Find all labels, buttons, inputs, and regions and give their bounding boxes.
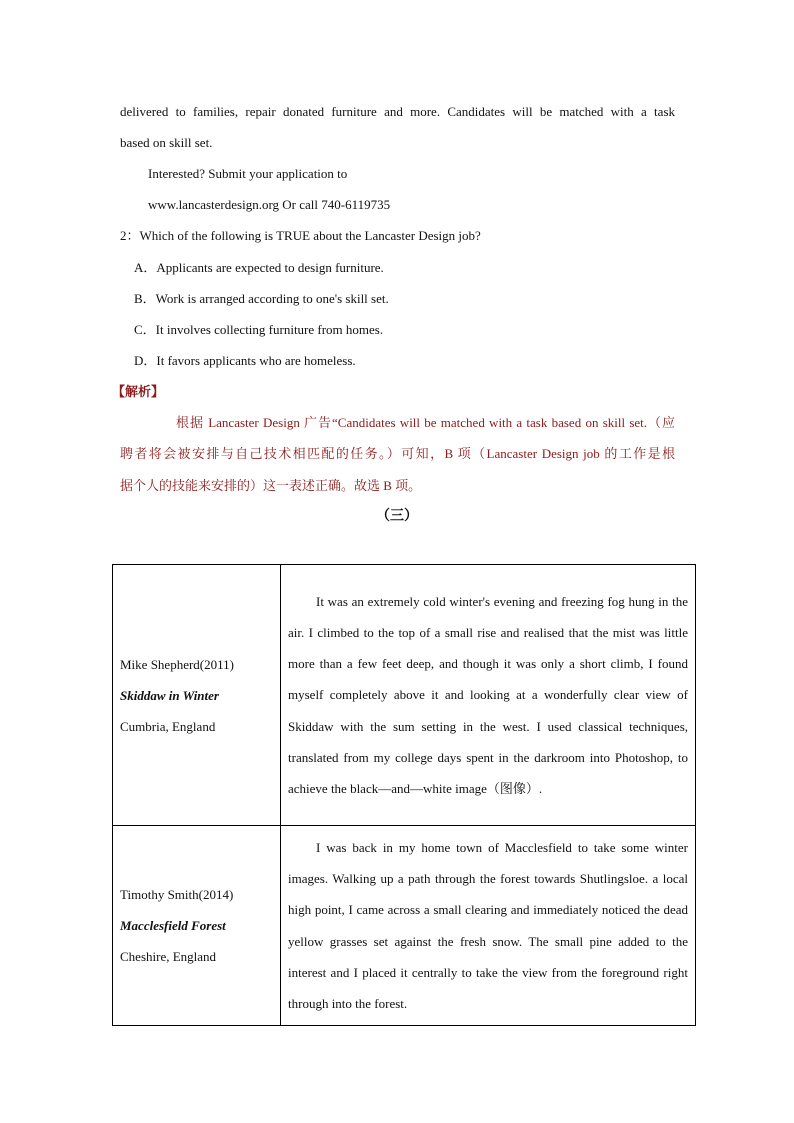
question-stem: 2：Which of the following is TRUE about the Lancaster Design job?	[120, 228, 481, 243]
option-a: A．Applicants are expected to design furniture.	[134, 260, 384, 275]
photo-author: Mike Shepherd(2011)	[120, 656, 234, 672]
option-c: C．It involves collecting furniture from homes.	[134, 322, 384, 337]
table-row	[113, 826, 696, 1026]
photo-description-cell	[281, 565, 696, 826]
photo-title: Skiddaw in Winter	[120, 687, 219, 703]
passage-line: delivered to families, repair donated furniture and more. Candidates will be matched with a task	[120, 104, 675, 119]
passage-line: based on skill set.	[120, 135, 213, 150]
table-row	[113, 565, 696, 826]
section-heading: （三）	[376, 509, 418, 524]
option-d: D．It favors applicants who are homeless.	[134, 353, 356, 368]
photo-info-cell	[113, 826, 281, 1026]
analysis-line: 根据 Lancaster Design 广告“Candidates will be matched with a task based on skill set.（应	[176, 415, 675, 430]
analysis-line: 据个人的技能来安排的）这一表述正确。故选 B 项。	[120, 478, 422, 493]
photo-description: I was back in my home town of Macclesfield to take some winter images. Walking up a path through the forest towards Shutlingsloe. a local high point, I came across a small clearing and immediately noticed the dead yellow grasses set against the fresh snow. The small pine added to the interest and I placed it centrally to take the view from the foreground right through into the forest.	[288, 840, 688, 1012]
photo-description: It was an extremely cold winter's evening and freezing fog hung in the air. I climbed to the top of a small rise and realised that the mist was little more than a few feet deep, and though it was only a short climb, I found myself completely above it and looking at a wonderfully clear view of Skiddaw with the sum setting in the west. I used classical techniques, translated from my college days spent in the darkroom into Photoshop, to achieve the black—and—white image（图像）.	[288, 593, 688, 796]
contact-info: www.lancasterdesign.org Or call 740-6119735	[148, 197, 391, 212]
photo-title: Macclesfield Forest	[120, 918, 226, 934]
analysis-heading: 【解析】	[112, 384, 165, 399]
photo-author: Timothy Smith(2014)	[120, 887, 234, 903]
analysis-line: 聘者将会被安排与自己技术相匹配的任务。）可知，B 项（Lancaster Design job 的工作是根	[120, 446, 675, 461]
photo-location: Cheshire, England	[120, 949, 217, 965]
photo-location: Cumbria, England	[120, 718, 216, 734]
application-prompt: Interested? Submit your application to	[148, 166, 348, 181]
photo-info-cell	[113, 565, 281, 826]
photo-description-cell	[281, 826, 696, 1026]
photo-table	[112, 564, 696, 1026]
option-b: B．Work is arranged according to one's skill set.	[134, 291, 389, 306]
